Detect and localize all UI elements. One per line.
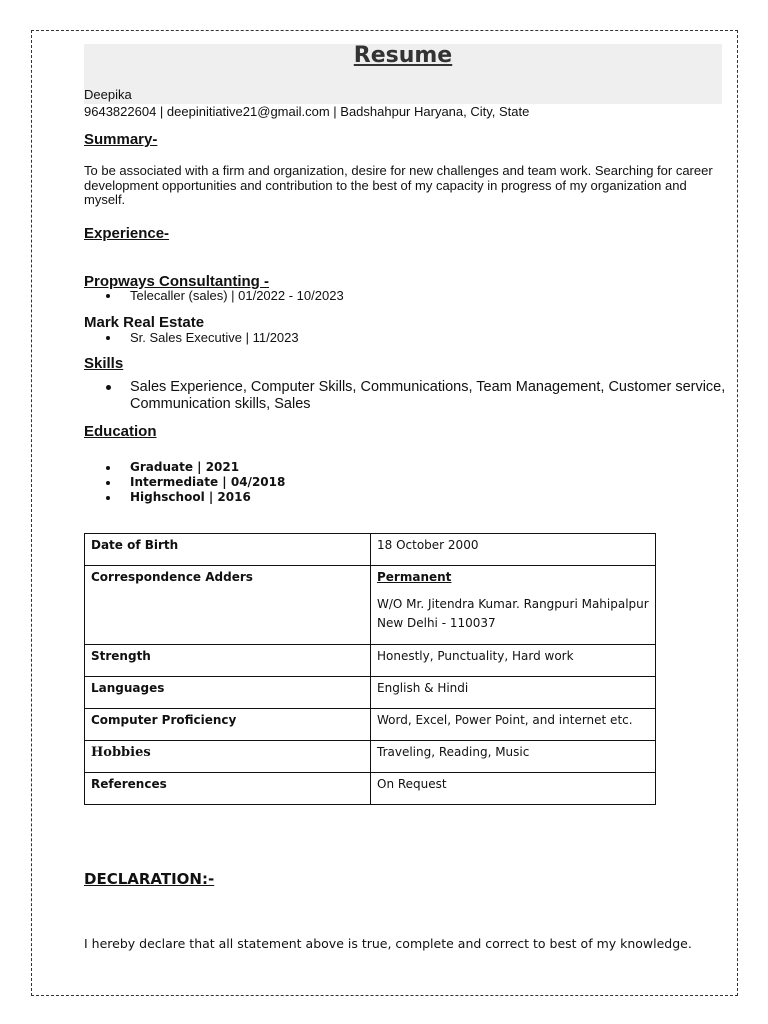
bullet-icon	[106, 385, 111, 390]
row-label: Computer Proficiency	[85, 709, 371, 741]
experience-heading: Experience-	[84, 225, 170, 242]
education-item: Intermediate | 04/2018	[130, 475, 286, 489]
row-value: Honestly, Punctuality, Hard work	[371, 645, 656, 677]
row-value: W/O Mr. Jitendra Kumar. Rangpuri Mahipalpur New Delhi - 110037	[377, 597, 649, 630]
row-label: References	[85, 773, 371, 805]
skills-text: Sales Experience, Computer Skills, Communications, Team Management, Customer service, Communication skills, Sales	[130, 379, 726, 412]
personal-details-table	[84, 533, 656, 805]
declaration-text: I hereby declare that all statement above is true, complete and correct to best of my knowledge.	[84, 936, 692, 951]
row-value: On Request	[371, 773, 656, 805]
table-row	[85, 566, 656, 645]
table-row	[85, 645, 656, 677]
row-label: Date of Birth	[85, 534, 371, 566]
table-row	[85, 709, 656, 741]
candidate-name: Deepika	[84, 87, 132, 102]
job-role: Telecaller (sales) | 01/2022 - 10/2023	[130, 288, 344, 303]
job-company: Propways Consultanting -	[84, 273, 270, 290]
bullet-icon	[106, 481, 110, 485]
row-label: Languages	[85, 677, 371, 709]
row-label: Strength	[85, 645, 371, 677]
job-company: Mark Real Estate	[84, 314, 205, 331]
table-row	[85, 741, 656, 773]
page-title: Resume	[353, 43, 453, 68]
contact-line: 9643822604 | deepinitiative21@gmail.com | Badshahpur Haryana, City, State	[84, 104, 530, 119]
row-value: Traveling, Reading, Music	[371, 741, 656, 773]
summary-heading: Summary-	[84, 131, 158, 148]
address-type: Permanent	[377, 570, 452, 584]
job-role: Sr. Sales Executive | 11/2023	[130, 330, 299, 345]
bullet-icon	[106, 336, 110, 340]
row-label: Hobbies	[85, 741, 371, 773]
bullet-icon	[106, 496, 110, 500]
education-heading: Education	[84, 423, 157, 440]
table-row	[85, 773, 656, 805]
table-row	[85, 677, 656, 709]
bullet-icon	[106, 466, 110, 470]
declaration-heading: DECLARATION:-	[84, 870, 215, 888]
address-cell	[371, 566, 656, 645]
education-item: Graduate | 2021	[130, 460, 240, 474]
summary-text: To be associated with a firm and organization, desire for new challenges and team work. Searching for career development opportunities and contribution to the best of my capacity in progress of my organization and myself.	[84, 163, 713, 207]
row-label: Correspondence Adders	[85, 566, 371, 645]
row-value: Word, Excel, Power Point, and internet etc.	[371, 709, 656, 741]
education-item: Highschool | 2016	[130, 490, 251, 504]
row-value: English & Hindi	[371, 677, 656, 709]
row-value: 18 October 2000	[371, 534, 656, 566]
table-row	[85, 534, 656, 566]
bullet-icon	[106, 294, 110, 298]
skills-heading: Skills	[84, 355, 124, 372]
